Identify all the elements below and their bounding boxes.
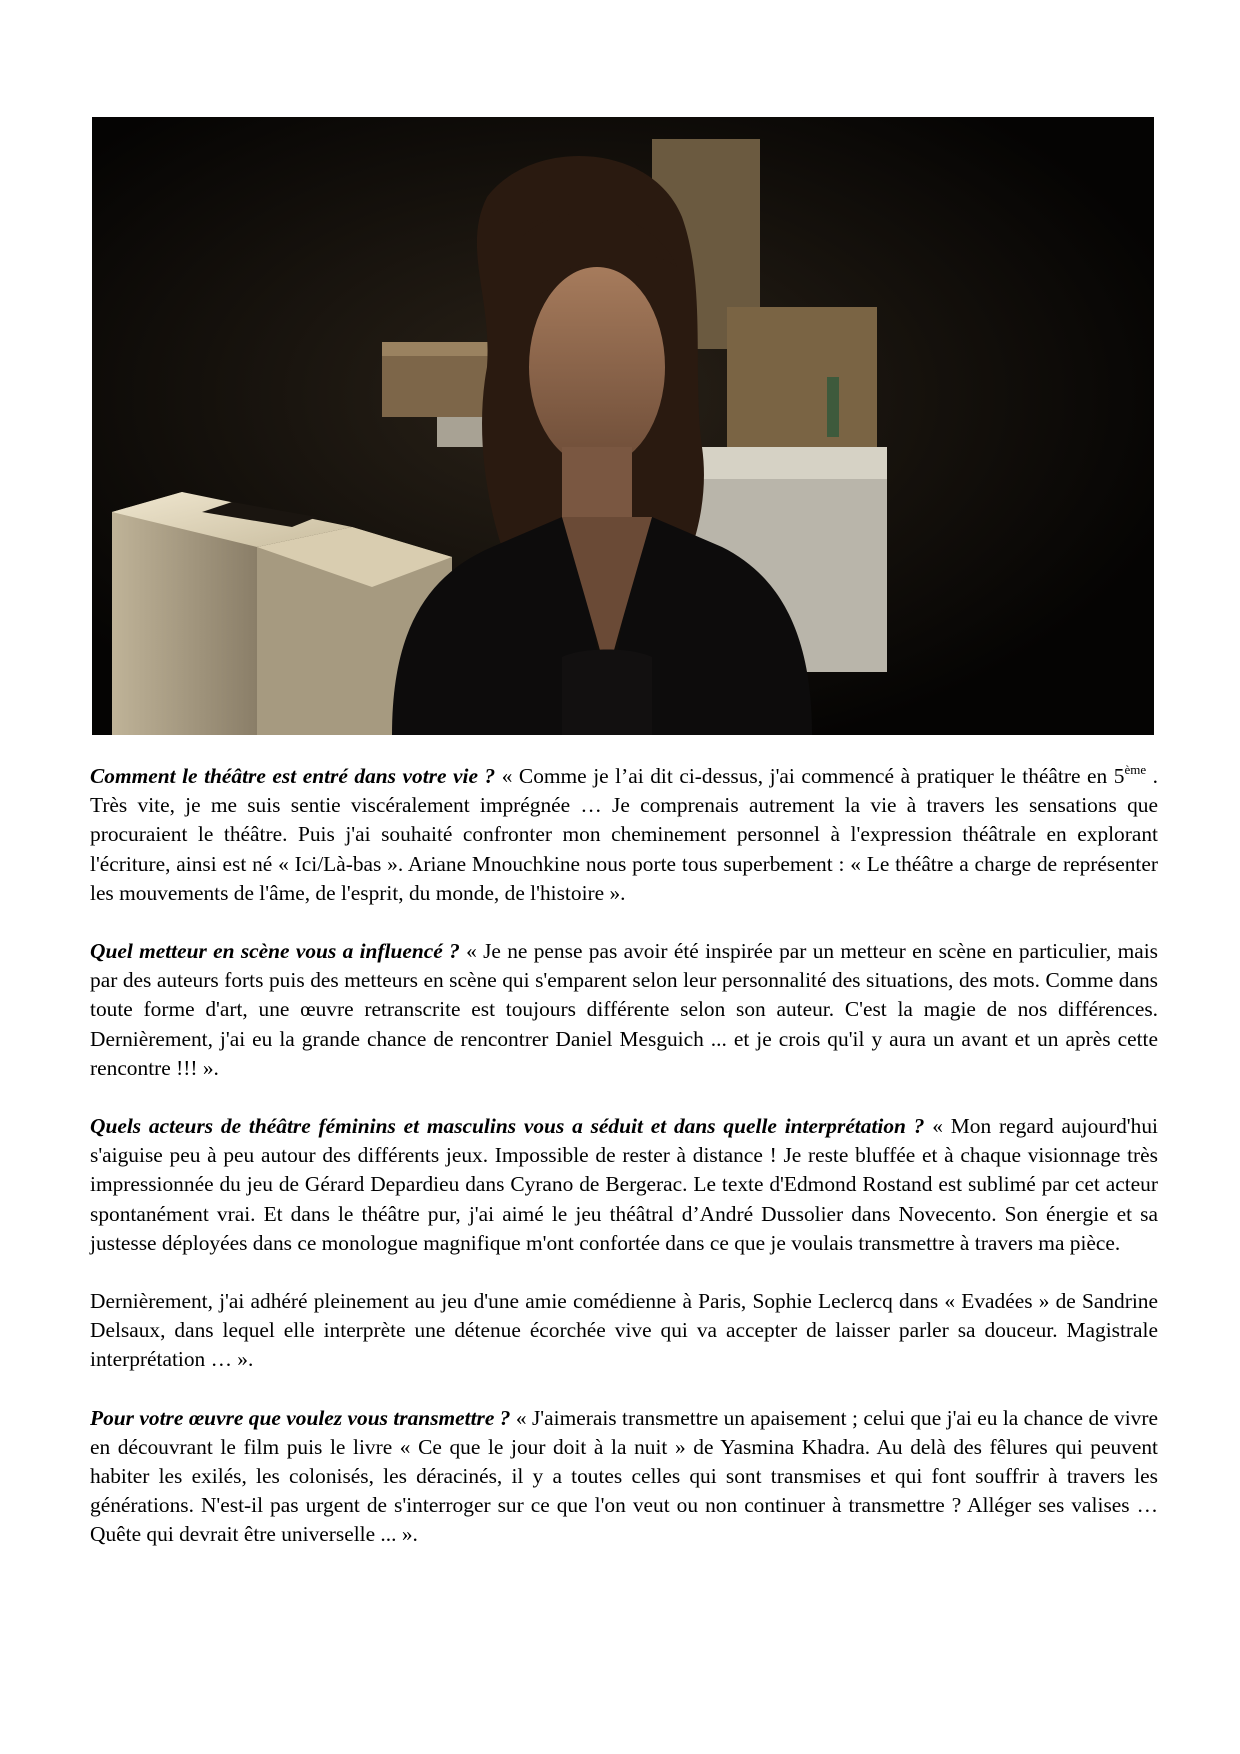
answer-director-influence: « Je ne pense pas avoir été inspirée par un metteur en scène en particulier, mais par des auteurs forts puis des metteurs en scène qui s'emparent selon leur personnalité des situations, des mots. Comme dans toute forme d'art, une œuvre retranscrite est toujours différente selon son auteur. C'est la magie de nos différences. Dernièrement, j'ai eu la grande chance de rencontrer Daniel Mesguich ... et je crois qu'il y aura un avant et un après cette rencontre !!! ». [90, 939, 1158, 1080]
paragraph-director-influence [90, 937, 1158, 1083]
question-transmission: Pour votre œuvre que voulez vous transmettre ? [90, 1405, 511, 1430]
paragraph-recent-performance: Dernièrement, j'ai adhéré pleinement au jeu d'une amie comédienne à Paris, Sophie Leclercq dans « Evadées » de Sandrine Delsaux, dans lequel elle interprète une détenue écorchée vive qui va accepter de laisser parler sa douceur. Magistrale interprétation … ». [90, 1289, 1158, 1372]
answer-transmission: « J'aimerais transmettre un apaisement ; celui que j'ai eu la chance de vivre en découvrant le film puis le livre « Ce que le jour doit à la nuit » de Yasmina Khadra. Au delà des fêlures qui peuvent habiter les exilés, les colonisés, les déracinés, il y a toutes celles qui sont transmises et qui font souffrir à travers les générations. N'est-il pas urgent de s'interroger sur ce que l'on veut ou non continuer à transmettre ? Alléger ses valises … Quête qui devrait être universelle ... ». [90, 1405, 1158, 1547]
superscript-eme: ème [1124, 762, 1147, 777]
paragraph-transmission [90, 1404, 1158, 1550]
question-director-influence: Quel metteur en scène vous a influencé ? [90, 939, 460, 964]
stage-photo [92, 117, 1154, 735]
answer-theatre-origin-part1: « Comme je l’ai dit ci-dessus, j'ai commencé à pratiquer le théâtre en 5 [495, 764, 1125, 788]
interview-text [90, 762, 1158, 1579]
paragraph-theatre-origin [90, 762, 1158, 908]
stage-photo-illustration [92, 117, 1154, 735]
answer-actors: « Mon regard aujourd'hui s'aiguise peu à peu autour des différents jeux. Impossible de rester à distance ! Je reste bluffée et à chaque visionnage très impressionnée du jeu de Gérard Depardieu dans Cyrano de Bergerac. Le texte d'Edmond Rostand est sublimé par cet acteur spontanément vrai. Et dans le théâtre pur, j'ai aimé le jeu théâtral d’André Dussolier dans Novecento. Son énergie et sa justesse déployées dans ce monologue magnifique m'ont confortée dans ce que je voulais transmettre à travers ma pièce. [90, 1114, 1158, 1255]
answer-theatre-origin-part2: . Très vite, je me suis sentie viscéralement imprégnée … Je comprenais autrement la vie à travers les sensations que procuraient le théâtre. Puis j'ai souhaité confronter mon cheminement personnel à l'expression théâtrale en explorant l'écriture, ainsi est né « Ici/Là-bas ». Ariane Mnouchkine nous porte tous superbement : « Le théâtre a charge de représenter les mouvements de l'âme, de l'esprit, du monde, de l'histoire ». [90, 764, 1158, 905]
question-actors: Quels acteurs de théâtre féminins et masculins vous a séduit et dans quelle interprétation ? [90, 1114, 925, 1139]
paragraph-actors [90, 1112, 1158, 1258]
question-theatre-origin: Comment le théâtre est entré dans votre vie ? [90, 764, 496, 788]
